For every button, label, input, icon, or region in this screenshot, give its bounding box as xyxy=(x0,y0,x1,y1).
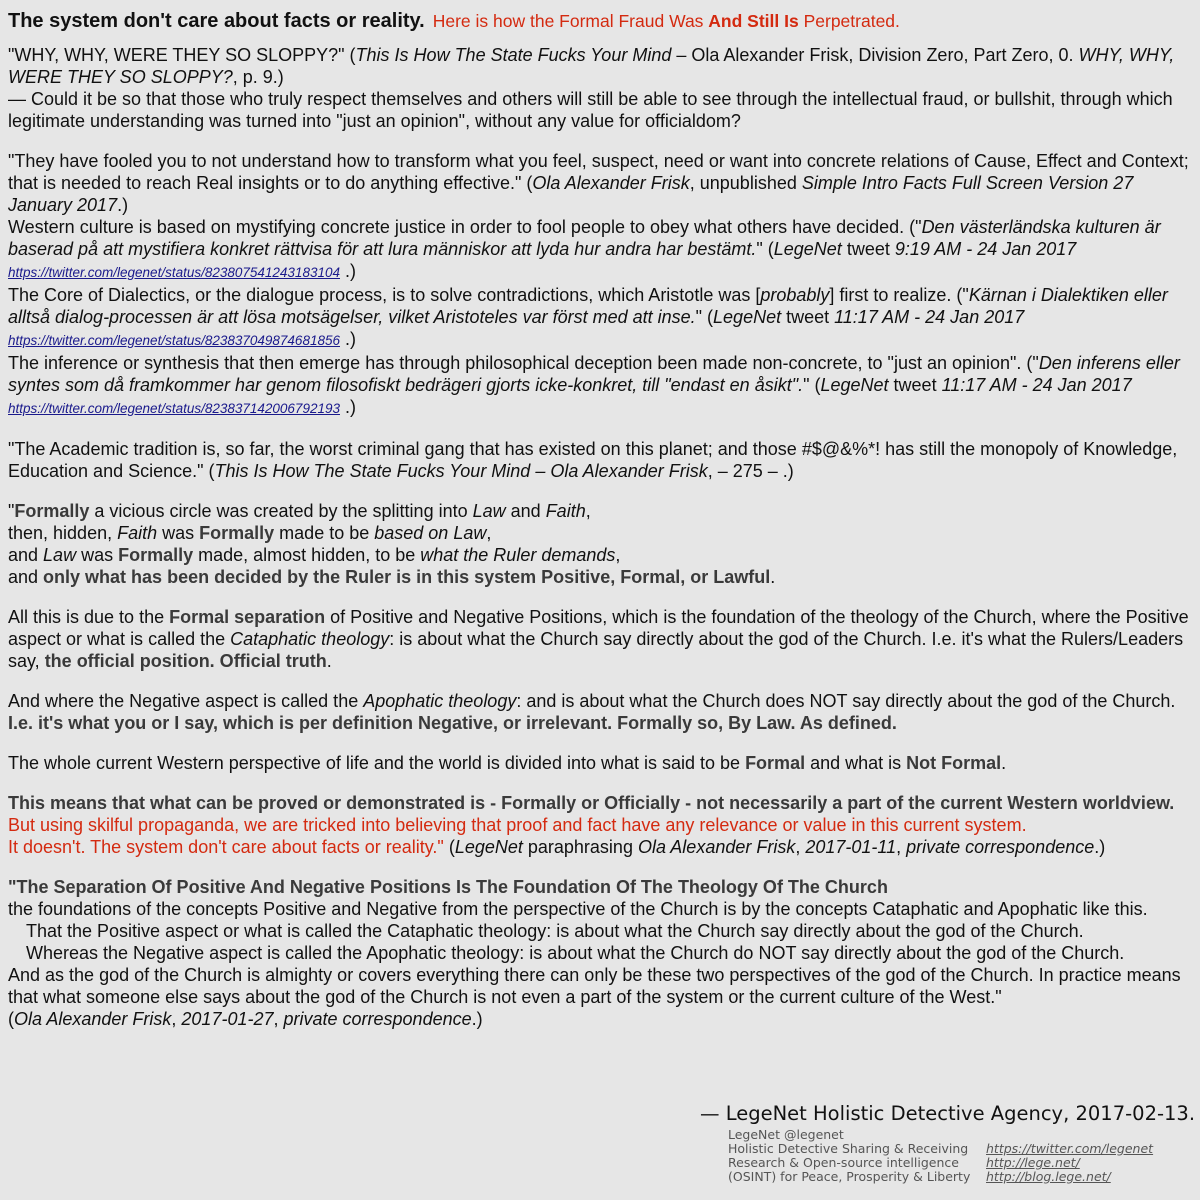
header xyxy=(8,8,1192,34)
signature-row: LegeNet @legenet xyxy=(728,1127,844,1142)
signature-line: — LegeNet Holistic Detective Agency, 2017-02-13. xyxy=(700,1102,1196,1125)
signature-row: (OSINT) for Peace, Prosperity & Liberty http://blog.lege.net/ xyxy=(728,1169,1111,1184)
paragraph-vicious-circle: "Formally a vicious circle was created by the splitting into Law and Faith, then, hidden, Faith was Formally made to be based on Law, and Law was Formally made, almost hidden, to be what the Ruler demands, and only what has been decided by the Ruler is in this system Positive, Formal, or Lawful. xyxy=(8,501,776,587)
tweet-1-link[interactable]: https://twitter.com/legenet/status/823807541243183104 xyxy=(8,265,340,280)
paragraph-western-perspective: The whole current Western perspective of life and the world is divided into what is said to be Formal and what is Not Formal. xyxy=(8,753,1007,773)
page-title: The system don't care about facts or reality. xyxy=(8,10,425,32)
paragraph-formal-separation: All this is due to the Formal separation of Positive and Negative Positions, which is the foundation of the theology of the Church, where the Positive aspect or what is called the Cataphatic theology: is about what the Church say directly about the god of the Church. I.e. it's what the Rulers/Leaders say, the official position. Official truth. xyxy=(8,607,1189,671)
tweet-2-link[interactable]: https://twitter.com/legenet/status/823837049874681856 xyxy=(8,333,340,348)
tweet-3-link[interactable]: https://twitter.com/legenet/status/823837142006792193 xyxy=(8,401,340,416)
signature-row: Research & Open-source intelligence http://lege.net/ xyxy=(728,1155,1080,1170)
paragraph-sloppy-quote: "WHY, WHY, WERE THEY SO SLOPPY?" (This Is How The State Fucks Your Mind – Ola Alexander Frisk, Division Zero, Part Zero, 0. WHY, WHY, WERE THEY SO SLOPPY?, p. 9.) — Could it be so that those who truly respect themselves and others will still be able to see through the intellectual fraud, or bullshit, through which legitimate understanding was turned into "just an opinion", without any value for officialdom? xyxy=(8,45,1175,131)
lege-net-link[interactable]: http://lege.net/ xyxy=(986,1155,1080,1170)
twitter-link[interactable]: https://twitter.com/legenet xyxy=(986,1141,1154,1156)
tweet-3: The inference or synthesis that then emerge has through philosophical deception been made non-concrete, to "just an opinion". ("Den inferens eller syntes som då framkommer har genom filosofiskt bedrägeri gjorts icke-konkret, till "endast en åsikt"." (LegeNet tweet 11:17 AM - 24 Jan 2017 https://twitter.com/legenet/status/823837142006792193 .) xyxy=(8,353,1180,417)
paragraph-separation-theology: "The Separation Of Positive And Negative Positions Is The Foundation Of The Theology Of The Church the foundations of the concepts Positive and Negative from the perspective of the Church is by the concepts Cataphatic and Apophatic like this. That the Positive aspect or what is called the Cataphatic theology: is about what the Church say directly about the god of the Church. Whereas the Negative aspect is called the Apophatic theology: is about what the Church do NOT say directly about the god of the Church. And as the god of the Church is almighty or covers everything there can only be these two perspectives of the god of the Church. In practice means that what someone else says about the god of the Church is not even a part of the system or the current culture of the West." (Ola Alexander Frisk, 2017-01-27, private correspondence.) xyxy=(8,877,1181,1029)
paragraph-apophatic: And where the Negative aspect is called the Apophatic theology: and is about what the Church does NOT say directly about the god of the Church. I.e. it's what you or I say, which is per definition Negative, or irrelevant. Formally so, By Law. As defined. xyxy=(8,691,1176,733)
tweet-2: The Core of Dialectics, or the dialogue process, is to solve contradictions, which Aristotle was [probably] first to realize. ("Kärnan i Dialektiken eller alltså dialog-processen är att lösa motsägelser, vilket Aristoteles var först med att inse." (LegeNet tweet 11:17 AM - 24 Jan 2017 https://twitter.com/legenet/status/823837049874681856 .) xyxy=(8,285,1168,349)
paragraph-proof: This means that what can be proved or demonstrated is - Formally or Officially - not necessarily a part of the current Western worldview. But using skilful propaganda, we are tricked into believing that proof and fact have any relevance or value in this current system. It doesn't. The system don't care about facts or reality." (LegeNet paraphrasing Ola Alexander Frisk, 2017-01-11, private correspondence.) xyxy=(8,793,1175,857)
signature-row: Holistic Detective Sharing & Receiving https://twitter.com/legenet xyxy=(728,1141,1154,1156)
page-subtitle: Here is how the Formal Fraud Was And Still Is Perpetrated. xyxy=(432,11,900,31)
paragraph-academic: "The Academic tradition is, so far, the worst criminal gang that has existed on this planet; and those #$@&%*! has still the monopoly of Knowledge, Education and Science." (This Is How The State Fucks Your Mind – Ola Alexander Frisk, – 275 – .) xyxy=(8,439,1178,481)
signature-info xyxy=(728,1128,1153,1184)
blog-link[interactable]: http://blog.lege.net/ xyxy=(986,1169,1111,1184)
tweet-1: Western culture is based on mystifying concrete justice in order to fool people to obey what others have decided. ("Den västerländska kulturen är baserad på att mystifiera konkret rättvisa för att lura människor att lyda hur andra har bestämt." (LegeNet tweet 9:19 AM - 24 Jan 2017 https://twitter.com/legenet/status/823807541243183104 .) xyxy=(8,217,1161,281)
paragraph-tweets: "They have fooled you to not understand how to transform what you feel, suspect, need or want into concrete relations of Cause, Effect and Context; that is needed to reach Real insights or to do anything effective." (Ola Alexander Frisk, unpublished Simple Intro Facts Full Screen Version 27 January 2017.) Western culture is based on mystifying concrete justice in order to fool people to obey what others have decided. ("Den västerländska kulturen är baserad på att mystifiera konkret rättvisa för att lura människor att lyda hur andra har bestämt." (LegeNet tweet 9:19 AM - 24 Jan 2017 https://twitter.com/legenet/status/823807541243183104 .) The Core of Dialectics, or the dialogue process, is to solve contradictions, which Aristotle was [probably] first to realize. ("Kärnan i Dialektiken eller alltså dialog-processen är att lösa motsägelser, vilket Aristoteles var först med att inse." (LegeNet tweet 11:17 AM - 24 Jan 2017 https://twitter.com/legenet/status/823837049874681856 .) The inference or synthesis that then emerge has through philosophical deception been made non-concrete, to "just an opinion". ("Den inferens eller syntes som då framkommer har genom filosofiskt bedrägeri gjorts icke-konkret, till "endast en åsikt"." (LegeNet tweet 11:17 AM - 24 Jan 2017 https://twitter.com/legenet/status/823837142006792193 .) xyxy=(8,151,1189,417)
